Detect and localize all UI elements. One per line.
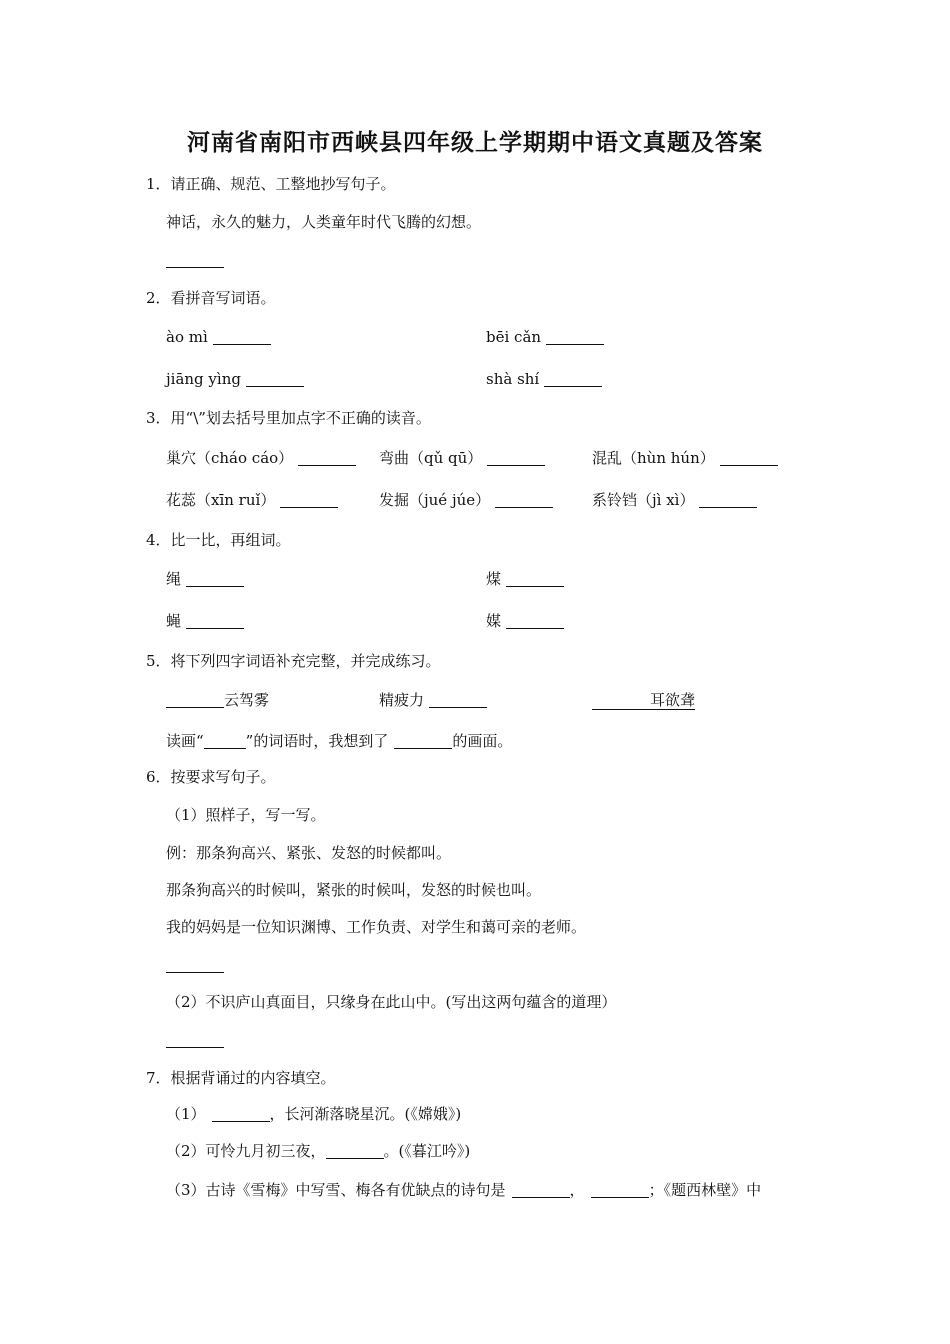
q2-blank-2[interactable] [546, 330, 604, 345]
q6-task-sentence: 我的妈妈是一位知识渊博、工作负责、对学生和蔼可亲的老师。 [166, 918, 587, 936]
q7-blank-3[interactable] [512, 1183, 570, 1198]
q5-idiom-1-text: 云驾雾 [224, 691, 270, 709]
q2-pinyin-2: bēi cǎn [486, 328, 542, 346]
q4-item-1 [166, 569, 244, 589]
q2-pinyin-3: jiāng yìng [166, 370, 241, 388]
q2-blank-1[interactable] [213, 330, 271, 345]
q6-sub-2: （2）不识庐山真面目，只缘身在此山中。(写出这两句蕴含的道理） [166, 993, 617, 1011]
q4-item-4 [486, 611, 564, 631]
q3-blank-2[interactable] [487, 451, 545, 466]
q3-word-4: 花蕊（xīn ruǐ） [166, 491, 276, 509]
q2-blank-4[interactable] [544, 372, 602, 387]
q5-idiom-1 [166, 690, 269, 710]
q7-line-2-b: 。(《暮江吟》) [383, 1142, 471, 1160]
q2-item-2 [486, 327, 604, 347]
q3-word-3: 混乱（hùn hún） [592, 449, 715, 467]
q2-item-4 [486, 369, 602, 389]
q3-blank-4[interactable] [280, 493, 338, 508]
q6-answer-blank-2[interactable] [166, 1030, 224, 1050]
q4-blank-4[interactable] [506, 614, 564, 629]
q3-stem: 3．用“\”划去括号里加点字不正确的读音。 [146, 409, 431, 427]
q1-answer-blank[interactable] [166, 250, 224, 270]
q3-item-1 [166, 448, 356, 468]
document-title: 河南省南阳市西峡县四年级上学期期中语文真题及答案 [187, 129, 763, 156]
q3-blank-5[interactable] [495, 493, 553, 508]
q7-line-3-b: ， [569, 1181, 585, 1199]
q3-word-6: 系铃铛（jì xì） [592, 491, 695, 509]
q3-blank-3[interactable] [720, 451, 778, 466]
q4-stem: 4．比一比，再组词。 [146, 531, 291, 549]
q1-sentence: 神话，永久的魅力，人类童年时代飞腾的幻想。 [166, 213, 482, 231]
q6-sub-1: （1）照样子，写一写。 [166, 806, 326, 824]
q7-stem: 7．根据背诵过的内容填空。 [146, 1069, 336, 1087]
q5-idiom-3 [592, 690, 695, 710]
q4-item-3 [166, 611, 244, 631]
q7-line-3 [166, 1180, 761, 1200]
q5-blank-3[interactable] [592, 694, 650, 708]
q7-line-3-a: （3）古诗《雪梅》中写雪、梅各有优缺点的诗句是 [166, 1181, 506, 1199]
q5-blank-quote[interactable] [204, 734, 246, 749]
q4-char-2: 煤 [486, 570, 502, 588]
q4-char-4: 媒 [486, 612, 502, 630]
q5-blank-scene[interactable] [394, 734, 452, 749]
q4-blank-1[interactable] [186, 572, 244, 587]
q5-idiom-2-text: 精疲力 [379, 691, 425, 709]
q7-line-1 [166, 1104, 461, 1124]
q7-blank-1[interactable] [212, 1107, 270, 1122]
q7-line-2-a: （2）可怜九月初三夜， [166, 1142, 326, 1160]
q4-blank-2[interactable] [506, 572, 564, 587]
q5-read-b: ”的词语时，我想到了 [245, 732, 389, 750]
q6-answer-blank-1[interactable] [166, 955, 224, 975]
q7-line-1-b: ，长河渐落晓星沉。(《嫦娥》) [269, 1105, 462, 1123]
q5-idiom-3-underlined [592, 691, 695, 710]
q7-blank-2[interactable] [326, 1144, 384, 1159]
q2-blank-3[interactable] [246, 372, 304, 387]
q7-line-1-a: （1） [166, 1105, 206, 1123]
q4-item-2 [486, 569, 564, 589]
q2-pinyin-1: ào mì [166, 328, 208, 346]
q4-blank-3[interactable] [186, 614, 244, 629]
q5-read-line [166, 731, 512, 751]
q3-item-2 [379, 448, 545, 468]
q4-char-3: 蝇 [166, 612, 182, 630]
q3-word-5: 发掘（jué júe） [379, 491, 491, 509]
q2-stem: 2．看拼音写词语。 [146, 289, 276, 307]
q3-item-6 [592, 490, 757, 510]
q5-stem: 5．将下列四字词语补充完整，并完成练习。 [146, 652, 441, 670]
q2-item-1 [166, 327, 271, 347]
q7-blank-4[interactable] [591, 1183, 649, 1198]
q3-word-1: 巢穴（cháo cáo） [166, 449, 294, 467]
q3-item-5 [379, 490, 553, 510]
q4-char-1: 绳 [166, 570, 182, 588]
q3-blank-1[interactable] [298, 451, 356, 466]
q6-example-2: 那条狗高兴的时候叫，紧张的时候叫，发怒的时候也叫。 [166, 881, 542, 899]
q3-item-3 [592, 448, 778, 468]
q5-idiom-2 [379, 690, 487, 710]
q3-word-2: 弯曲（qǔ qū） [379, 449, 483, 467]
q7-line-3-c: ；《题西林壁》中 [648, 1181, 762, 1199]
q2-pinyin-4: shà shí [486, 370, 540, 388]
q5-blank-1[interactable] [166, 693, 224, 708]
q5-read-a: 读画“ [166, 732, 204, 750]
q5-blank-2[interactable] [429, 693, 487, 708]
q5-read-c: 的画面。 [452, 732, 513, 750]
q1-stem: 1．请正确、规范、工整地抄写句子。 [146, 175, 396, 193]
q6-stem: 6．按要求写句子。 [146, 768, 276, 786]
q5-idiom-3-text: 耳欲聋 [650, 691, 696, 709]
q3-item-4 [166, 490, 338, 510]
q7-line-2 [166, 1141, 470, 1161]
q3-blank-6[interactable] [699, 493, 757, 508]
q6-example-1: 例：那条狗高兴、紧张、发怒的时候都叫。 [166, 844, 452, 862]
q2-item-3 [166, 369, 304, 389]
